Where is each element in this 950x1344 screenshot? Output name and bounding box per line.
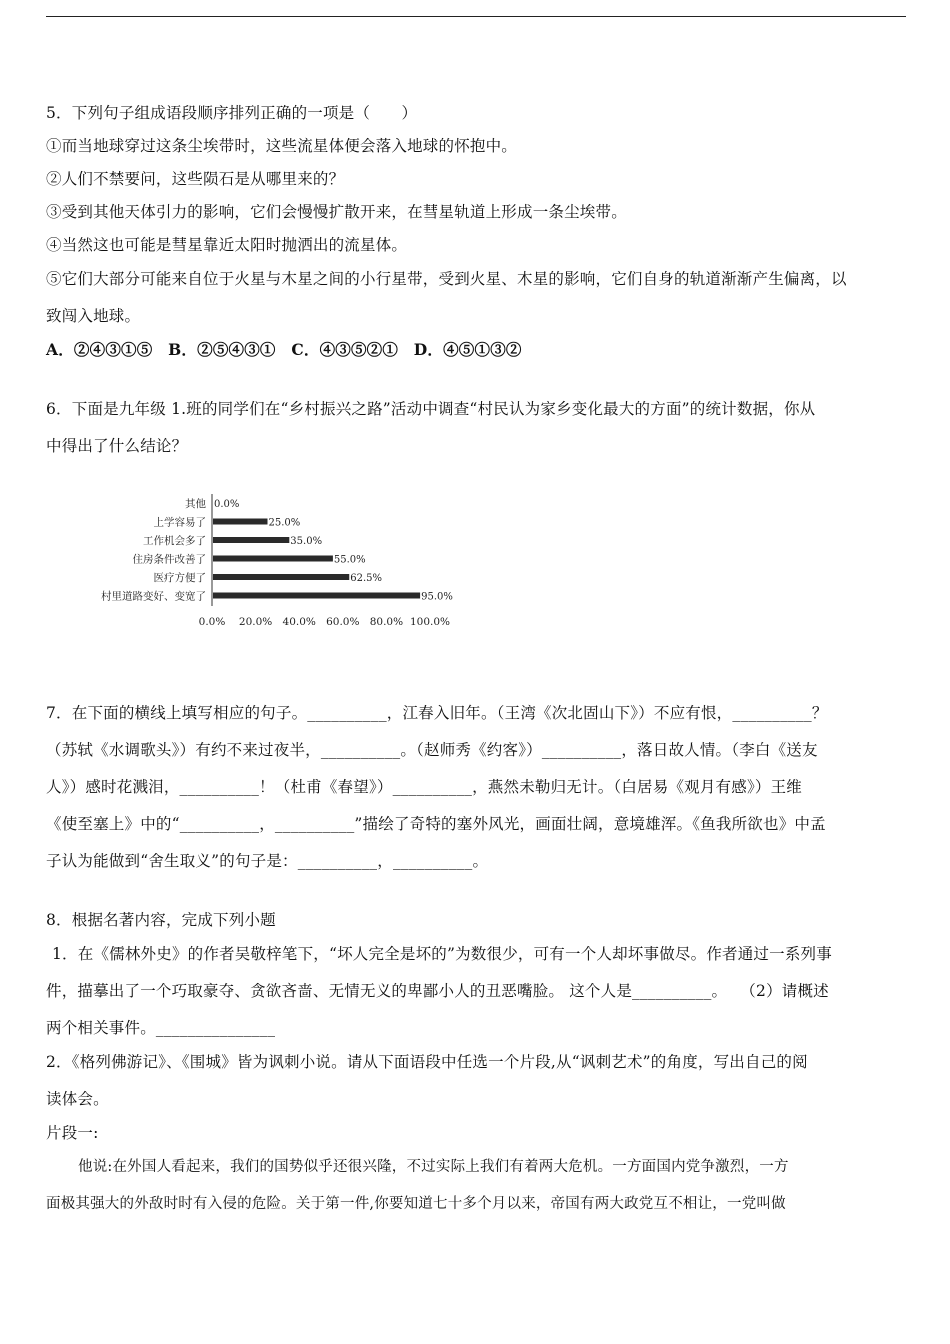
- chart-category-label: 其他: [185, 498, 206, 510]
- q6-line-2: 中得出了什么结论？: [46, 437, 188, 455]
- q5-sentence-1: ①而当地球穿过这条尘埃带时，这些流星体便会落入地球的怀抱中。: [46, 137, 518, 155]
- q8-part1-line-b: 件，描摹出了一个巧取豪夺、贪欲吝啬、无情无义的卑鄙小人的丑恶嘴脸。 这个人是__________。 （2）请概述: [46, 982, 829, 1000]
- chart-value-label: 62.5%: [350, 573, 383, 584]
- chart-category-label: 工作机会多了: [143, 535, 206, 547]
- fragment-line-b: 面极其强大的外敌时时有入侵的危险。关于第一件,你要知道七十多个月以来，帝国有两大政党互不相让，一党叫做: [46, 1196, 786, 1212]
- chart-bar: [213, 574, 349, 580]
- chart-x-tick-label: 40.0%: [282, 616, 316, 628]
- chart-bar: [213, 556, 333, 562]
- q7-line-5: 子认为能做到“舍生取义”的句子是：__________，__________。: [46, 852, 489, 870]
- chart-value-label: 35.0%: [290, 536, 323, 547]
- q8-title: 8．根据名著内容，完成下列小题: [46, 911, 276, 929]
- q5-sentence-5-b: 致闯入地球。: [46, 307, 141, 325]
- q7-line-2: （苏轼《水调歌头》）有约不来过夜半，__________。（赵师秀《约客》）__________，落日故人情。（李白《送友: [46, 741, 818, 759]
- chart-value-label: 25.0%: [268, 517, 301, 529]
- q6-line-1: 6．下面是九年级 1.班的同学们在“乡村振兴之路”活动中调查“村民认为家乡变化最大的方面”的统计数据，你从: [46, 400, 816, 418]
- chart-x-tick-label: 100.0%: [409, 616, 451, 628]
- q5-sentence-5-a: ⑤它们大部分可能来自位于火星与木星之间的小行星带，受到火星、木星的影响，它们自身的轨道渐渐产生偏离，以: [46, 270, 847, 288]
- q8-part2-line-a: 2．《格列佛游记》、《围城》皆为讽刺小说。请从下面语段中任选一个片段,从“讽刺艺术”的角度，写出自己的阅: [46, 1053, 808, 1071]
- chart-x-tick-label: 0.0%: [198, 616, 226, 628]
- chart-category-label: 上学容易了: [153, 516, 206, 529]
- q8-part1-line-c: 两个相关事件。_______________: [46, 1019, 276, 1037]
- chart-x-tick-label: 80.0%: [369, 616, 404, 628]
- chart-value-label: 55.0%: [333, 554, 366, 566]
- q5-options: A．②④③①⑤ B．②⑤④③① C．④③⑤②① D．④⑤①③②: [46, 340, 522, 359]
- survey-bar-chart: [60, 488, 460, 638]
- q8-part1-line-a: 1．在《儒林外史》的作者吴敬梓笔下，“坏人完全是坏的”为数很少，可有一个人却坏事做尽。作者通过一系列事: [52, 945, 832, 963]
- chart-bar: [213, 519, 268, 525]
- q7-line-1: 7．在下面的横线上填写相应的句子。__________，江春入旧年。（王湾《次北固山下》）不应有恨，__________？: [46, 704, 828, 722]
- q7-line-3: 人》）感时花溅泪，__________！（杜甫《春望》）__________，燕然未勒归无计。（白居易《观月有感》）王维: [46, 778, 803, 796]
- chart-value-label: 0.0%: [214, 499, 240, 510]
- chart-bar: [213, 537, 289, 543]
- q5-stem: 5．下列句子组成语段顺序排列正确的一项是（ ）: [46, 104, 418, 122]
- q5-sentence-2: ②人们不禁要问，这些陨石是从哪里来的？: [46, 170, 345, 188]
- chart-x-tick-label: 60.0%: [326, 616, 360, 628]
- chart-category-label: 医疗方便了: [153, 572, 206, 584]
- q5-sentence-4: ④当然这也可能是彗星靠近太阳时抛洒出的流星体。: [46, 236, 408, 254]
- chart-value-label: 95.0%: [421, 591, 453, 603]
- chart-category-label: 住房条件改善了: [132, 553, 206, 566]
- q7-line-4: 《使至塞上》中的“__________，__________”描绘了奇特的塞外风光，画面壮阔，意境雄浑。《鱼我所欲也》中孟: [46, 815, 826, 833]
- chart-category-label: 村里道路变好、变宽了: [101, 590, 206, 603]
- chart-bar: [213, 593, 420, 599]
- fragment-line-a: 他说:在外国人看起来，我们的国势似乎还很兴隆，不过实际上我们有着两大危机。一方面国内党争激烈，一方: [78, 1159, 789, 1175]
- chart-x-tick-label: 20.0%: [238, 616, 273, 628]
- fragment-title: 片段一:: [46, 1124, 99, 1142]
- q8-part2-line-b: 读体会。: [46, 1090, 109, 1108]
- header-rule: [46, 16, 906, 17]
- q5-sentence-3: ③受到其他天体引力的影响，它们会慢慢扩散开来，在彗星轨道上形成一条尘埃带。: [46, 203, 627, 221]
